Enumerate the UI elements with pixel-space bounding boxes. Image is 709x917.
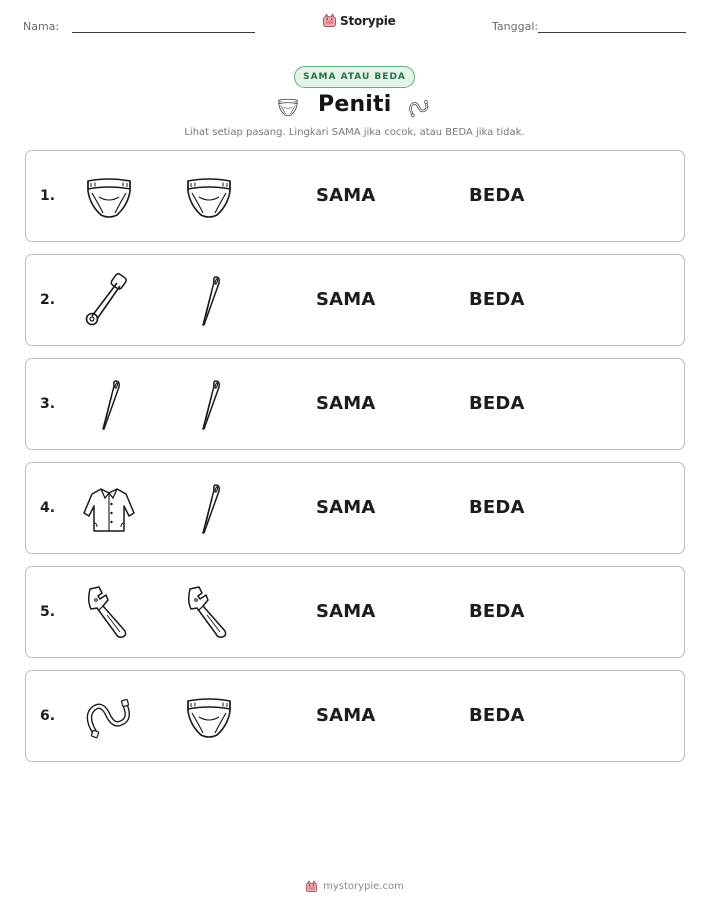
storypie-logo-icon [305,880,318,893]
storypie-logo-icon [322,13,337,28]
diaper-icon [79,167,139,227]
question-number: 4. [40,500,56,516]
same-option[interactable]: SAMA [316,289,376,310]
diaper-icon [179,167,239,227]
same-option[interactable]: SAMA [316,601,376,622]
brand-logo [322,13,396,28]
instructions: Lihat setiap pasang. Lingkari SAMA jika cocok, atau BEDA jika tidak. [184,127,525,138]
cord-icon [79,687,139,747]
different-option[interactable]: BEDA [469,393,525,414]
same-option[interactable]: SAMA [316,497,376,518]
question-row-4 [25,462,685,554]
brand-name: Storypie [340,13,396,28]
safety-pin-icon [79,271,139,331]
question-row-6 [25,670,685,762]
needle-icon [79,375,139,435]
activity-badge: SAMA ATAU BEDA [294,66,415,88]
question-row-5 [25,566,685,658]
date-label: Tanggal: [492,20,539,33]
title-row [0,92,709,122]
needle-icon [179,479,239,539]
needle-icon [179,375,239,435]
name-line[interactable] [72,32,255,33]
page-title: Peniti [318,92,392,117]
wrench-icon [179,583,239,643]
needle-icon [179,271,239,331]
footer-url[interactable]: mystorypie.com [323,881,404,892]
different-option[interactable]: BEDA [469,705,525,726]
name-label: Nama: [23,20,60,33]
question-row-1 [25,150,685,242]
wrench-icon [79,583,139,643]
cord-icon [406,95,432,121]
same-option[interactable]: SAMA [316,185,376,206]
different-option[interactable]: BEDA [469,497,525,518]
diaper-icon [275,94,301,120]
different-option[interactable]: BEDA [469,185,525,206]
question-number: 2. [40,292,56,308]
question-number: 3. [40,396,56,412]
different-option[interactable]: BEDA [469,601,525,622]
question-row-2 [25,254,685,346]
footer [0,880,709,893]
question-number: 6. [40,708,56,724]
diaper-icon [179,687,239,747]
shirt-icon [79,479,139,539]
question-number: 1. [40,188,56,204]
question-number: 5. [40,604,56,620]
same-option[interactable]: SAMA [316,393,376,414]
date-line[interactable] [538,32,686,33]
question-row-3 [25,358,685,450]
same-option[interactable]: SAMA [316,705,376,726]
different-option[interactable]: BEDA [469,289,525,310]
